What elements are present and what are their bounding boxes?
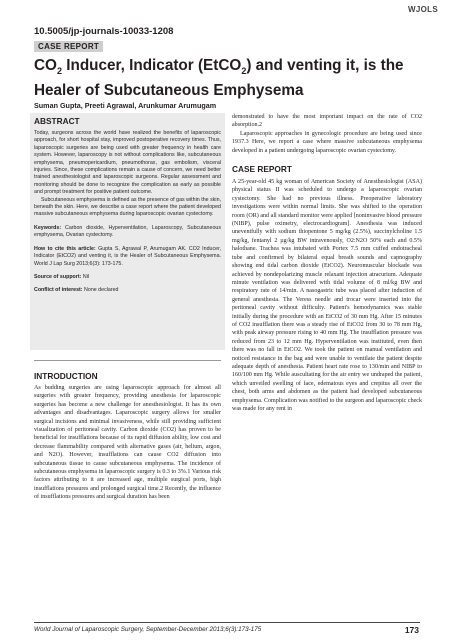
right-column	[232, 113, 422, 413]
intro-paragraph-2: Laparoscopic approaches in gynecologic procedure are being used since 1937.3 Here, we report a case where massive subcutaneous emphysema developed in a patient undergoing laparoscopic ovarian cystectomy.	[232, 130, 422, 154]
case-report-paragraph: A 25-year-old 45 kg woman of American Society of Anesthesiologist (ASA) physical status II was scheduled to undergo a laparoscopic ovarian cystectomy. She had no previous illness. Preoperative laboratory investigations were within normal limits. She was shifted to the operation room (OR) and all standard monitor were applied [noninvasive blood pressure (NIBP), pulse oximetry, electrocardiogram]. Anesthesia was induced uneventfully with sodium thiopentone 5 mg/kg (2.5%), succinylcholine 1.5 mg/kg, fentanyl 2 µg/kg BW intravenously, O2:N2O 50% each and 0.5% halothane. Trachea was intubated with Portex 7.5 mm cuffed endotracheal tube and confirmed by bilateral equal breath sounds and capnography showing end tidal carbon dioxide (EtCO2). Neuromuscular blockade was achieved by nondepolarizing muscle relaxant injection atracurium. Adequate minute ventilation was delivered with tidal volume of 8 ml/kg BW and respiratory rate of 14/min. A nasogastric tube was placed after induction of general anesthesia. The Veress needle and trocar were inserted into the peritoneal cavity without difficulty. Patient's hemodynamics was stable initially during the procedure with an EtCO2 of 30 mm Hg. After 15 minutes of CO2 insufflation there was a steady rise of EtCO2 from 30 to 78 mm Hg, with peak airway pressure rising to 40 mm Hg. The insufflation pressure was reduced from 23 to 12 mm Hg. Hyperventilation was instituted, even then there was no fall in EtCO2. We took the patient on manual ventilation and noticed resistance in the bag and were unable to ventilate the patient despite adequate depth of anesthesia. Patient heart rate rose to 130/min and NIBP to 160/100 mm Hg. While auscultating for the air entry we undraped the patient, which unveiled swelling of face, edematous eyes and crepitus all over the chest, both arms and abdomen as the patient had developed subcutaneous emphysema. Complication was notified to the surgeon and laparoscopic check was made for any rent in	[232, 179, 422, 412]
abstract-box	[30, 113, 225, 350]
abstract-heading: ABSTRACT	[34, 116, 80, 126]
introduction-heading: INTRODUCTION	[34, 360, 221, 381]
journal-tag: WJOLS	[408, 5, 438, 14]
citation: How to cite this article: Gupta S, Agrawal P, Arumugam AK. CO2 Inducer, Indicator (EtCO2) and venting it, is the Healer of Subcutaneous Emphysema. World J Lap Surg 2013;6(3): 173-175.	[34, 245, 222, 267]
conflict-of-interest: Conflict of interest: None declared	[34, 287, 119, 294]
abstract-paragraph-1: Today, surgeons across the world have realized the benefits of laparoscopic approach, for short hospital stay, improved postoperative recovery times. Thus, laparoscopic surgeries are being used with greater frequency in health care system. However, laparoscopy is not without complications like, subcutaneous emphysema, pneumopericardium, pneumothorax, gas embolism, visceral injuries. Since, these complications remain a cause of concern, we need better trained anesthesiologist and laparoscopic surgeons. Regular assessment and monitoring should be done to recognize the complication as early as possible and prompt treatment for positive patient outcome.	[34, 130, 221, 196]
source-of-support: Source of support: Nil	[34, 273, 90, 280]
article-title: $CO_2$ Inducer, Indicator (EtCO$_2$) and venting it, is the Healer of Subcutaneous Emphysema	[34, 57, 404, 100]
doi[interactable]: 10.5005/jp-journals-10033-1208	[34, 26, 174, 37]
intro-continued-paragraph: demonstrated to have the most important impact on the rate of CO2 absorption.2	[232, 114, 422, 129]
introduction-paragraph: As budding surgeries are using laparoscopic approach for almost all surgeries with greater frequency, providing anesthesia for laparoscopic surgeries has become a new challenge for anesthesiologist. It has its own advantages and disadvantages. Laparoscopic surgery allows for smaller surgical incisions and minimal invasiveness, while still providing sufficient visualization of peritoneal cavity. Carbon dioxide (CO2) has proven to be beneficial for insufflations because of its rapid diffusion ability, low cost and decrease flammability compared with alternative gases (air, helium, argon, and N2O). However, insufflations can cause CO2 diffusion into subcutaneous tissue to cause subcutaneous emphysema. The incidence of subcutaneous emphysema in laparoscopic surgery is 0.3 to 3%.1 Various risk factors attributing to it are increased age, multiple surgical ports, high insufflations pressures and prolonged surgical time.2 Recently, the influence of insufflations pressures and surgical duration has been	[34, 385, 221, 501]
footer-citation: World Journal of Laparoscopic Surgery, September-December 2013;6(3):173-175	[34, 626, 262, 633]
footer-divider	[34, 622, 420, 623]
case-report-heading: CASE REPORT	[232, 164, 292, 175]
keywords: Keywords: Carbon dioxide, Hyperventilation, Laparoscopy, Subcutaneous emphysema, Ovarian cystectomy.	[34, 224, 221, 239]
authors: Suman Gupta, Preeti Agrawal, Arunkumar Arumugam	[34, 101, 217, 110]
abstract-paragraph-2: Subcutaneous emphysema is defined as the presence of gas within the skin, beneath the skin. Here, we describe a case report where the patient developed massive subcutaneous emphysema during laparoscopic ovarian cystectomy.	[34, 196, 221, 218]
page-number: 173	[404, 625, 419, 635]
left-column	[34, 113, 221, 502]
article-type-badge: CASE REPORT	[34, 41, 103, 52]
